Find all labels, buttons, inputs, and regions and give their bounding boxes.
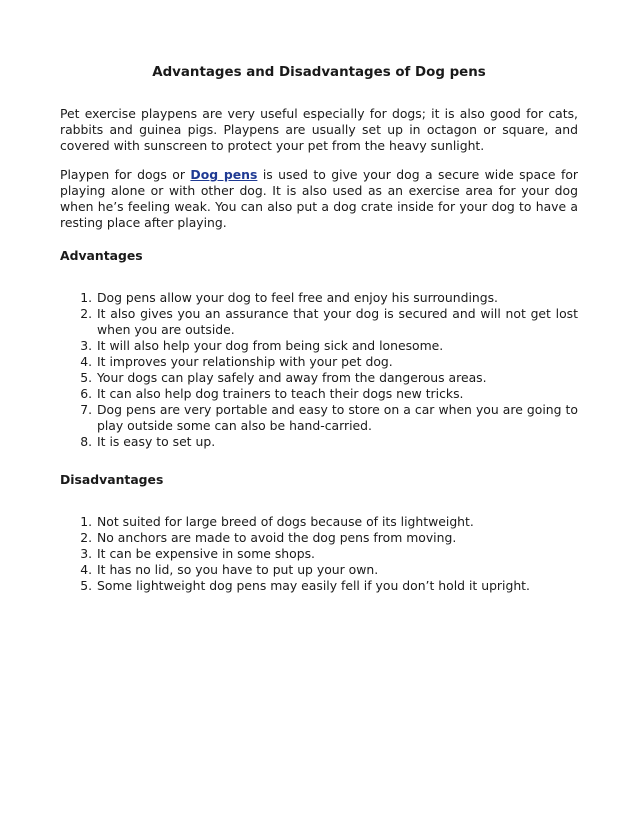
description-paragraph <box>60 167 578 231</box>
list-item: 1. Dog pens allow your dog to feel free and enjoy his surroundings. <box>96 290 578 306</box>
list-item: 8. It is easy to set up. <box>96 434 578 450</box>
description-text-end: is used to give your dog a secure wide space for playing alone or with other dog. It is also used as an exercise area for your dog when he’s feeling weak. You can also put a dog crate inside for your dog to have a resting place after playing. <box>60 167 578 230</box>
list-item: 2. No anchors are made to avoid the dog pens from moving. <box>96 530 578 546</box>
advantages-list <box>60 290 578 450</box>
document-page <box>60 64 578 616</box>
description-text-start: Playpen for dogs or <box>60 167 191 182</box>
list-item: 5. Your dogs can play safely and away from the dangerous areas. <box>96 370 578 386</box>
list-item: 4. It improves your relationship with your pet dog. <box>96 354 578 370</box>
list-item: 5. Some lightweight dog pens may easily fell if you don’t hold it upright. <box>96 578 578 594</box>
list-item: 6. It can also help dog trainers to teach their dogs new tricks. <box>96 386 578 402</box>
disadvantages-heading: Disadvantages <box>60 472 164 487</box>
intro-paragraph: Pet exercise playpens are very useful especially for dogs; it is also good for cats, rabbits and guinea pigs. Playpens are usually set up in octagon or square, and covered with sunscreen to protect your pet from the heavy sunlight. <box>60 106 578 153</box>
list-item: 7. Dog pens are very portable and easy to store on a car when you are going to play outside some can also be hand-carried. <box>96 402 578 434</box>
dog-pens-link[interactable]: Dog pens <box>190 167 258 182</box>
list-item: 4. It has no lid, so you have to put up your own. <box>96 562 578 578</box>
list-item: 2. It also gives you an assurance that your dog is secured and will not get lost when you are outside. <box>96 306 578 338</box>
disadvantages-list <box>60 514 578 594</box>
list-item: 1. Not suited for large breed of dogs because of its lightweight. <box>96 514 578 530</box>
advantages-heading: Advantages <box>60 248 143 263</box>
list-item: 3. It will also help your dog from being sick and lonesome. <box>96 338 578 354</box>
document-title: Advantages and Disadvantages of Dog pens <box>152 65 486 80</box>
list-item: 3. It can be expensive in some shops. <box>96 546 578 562</box>
